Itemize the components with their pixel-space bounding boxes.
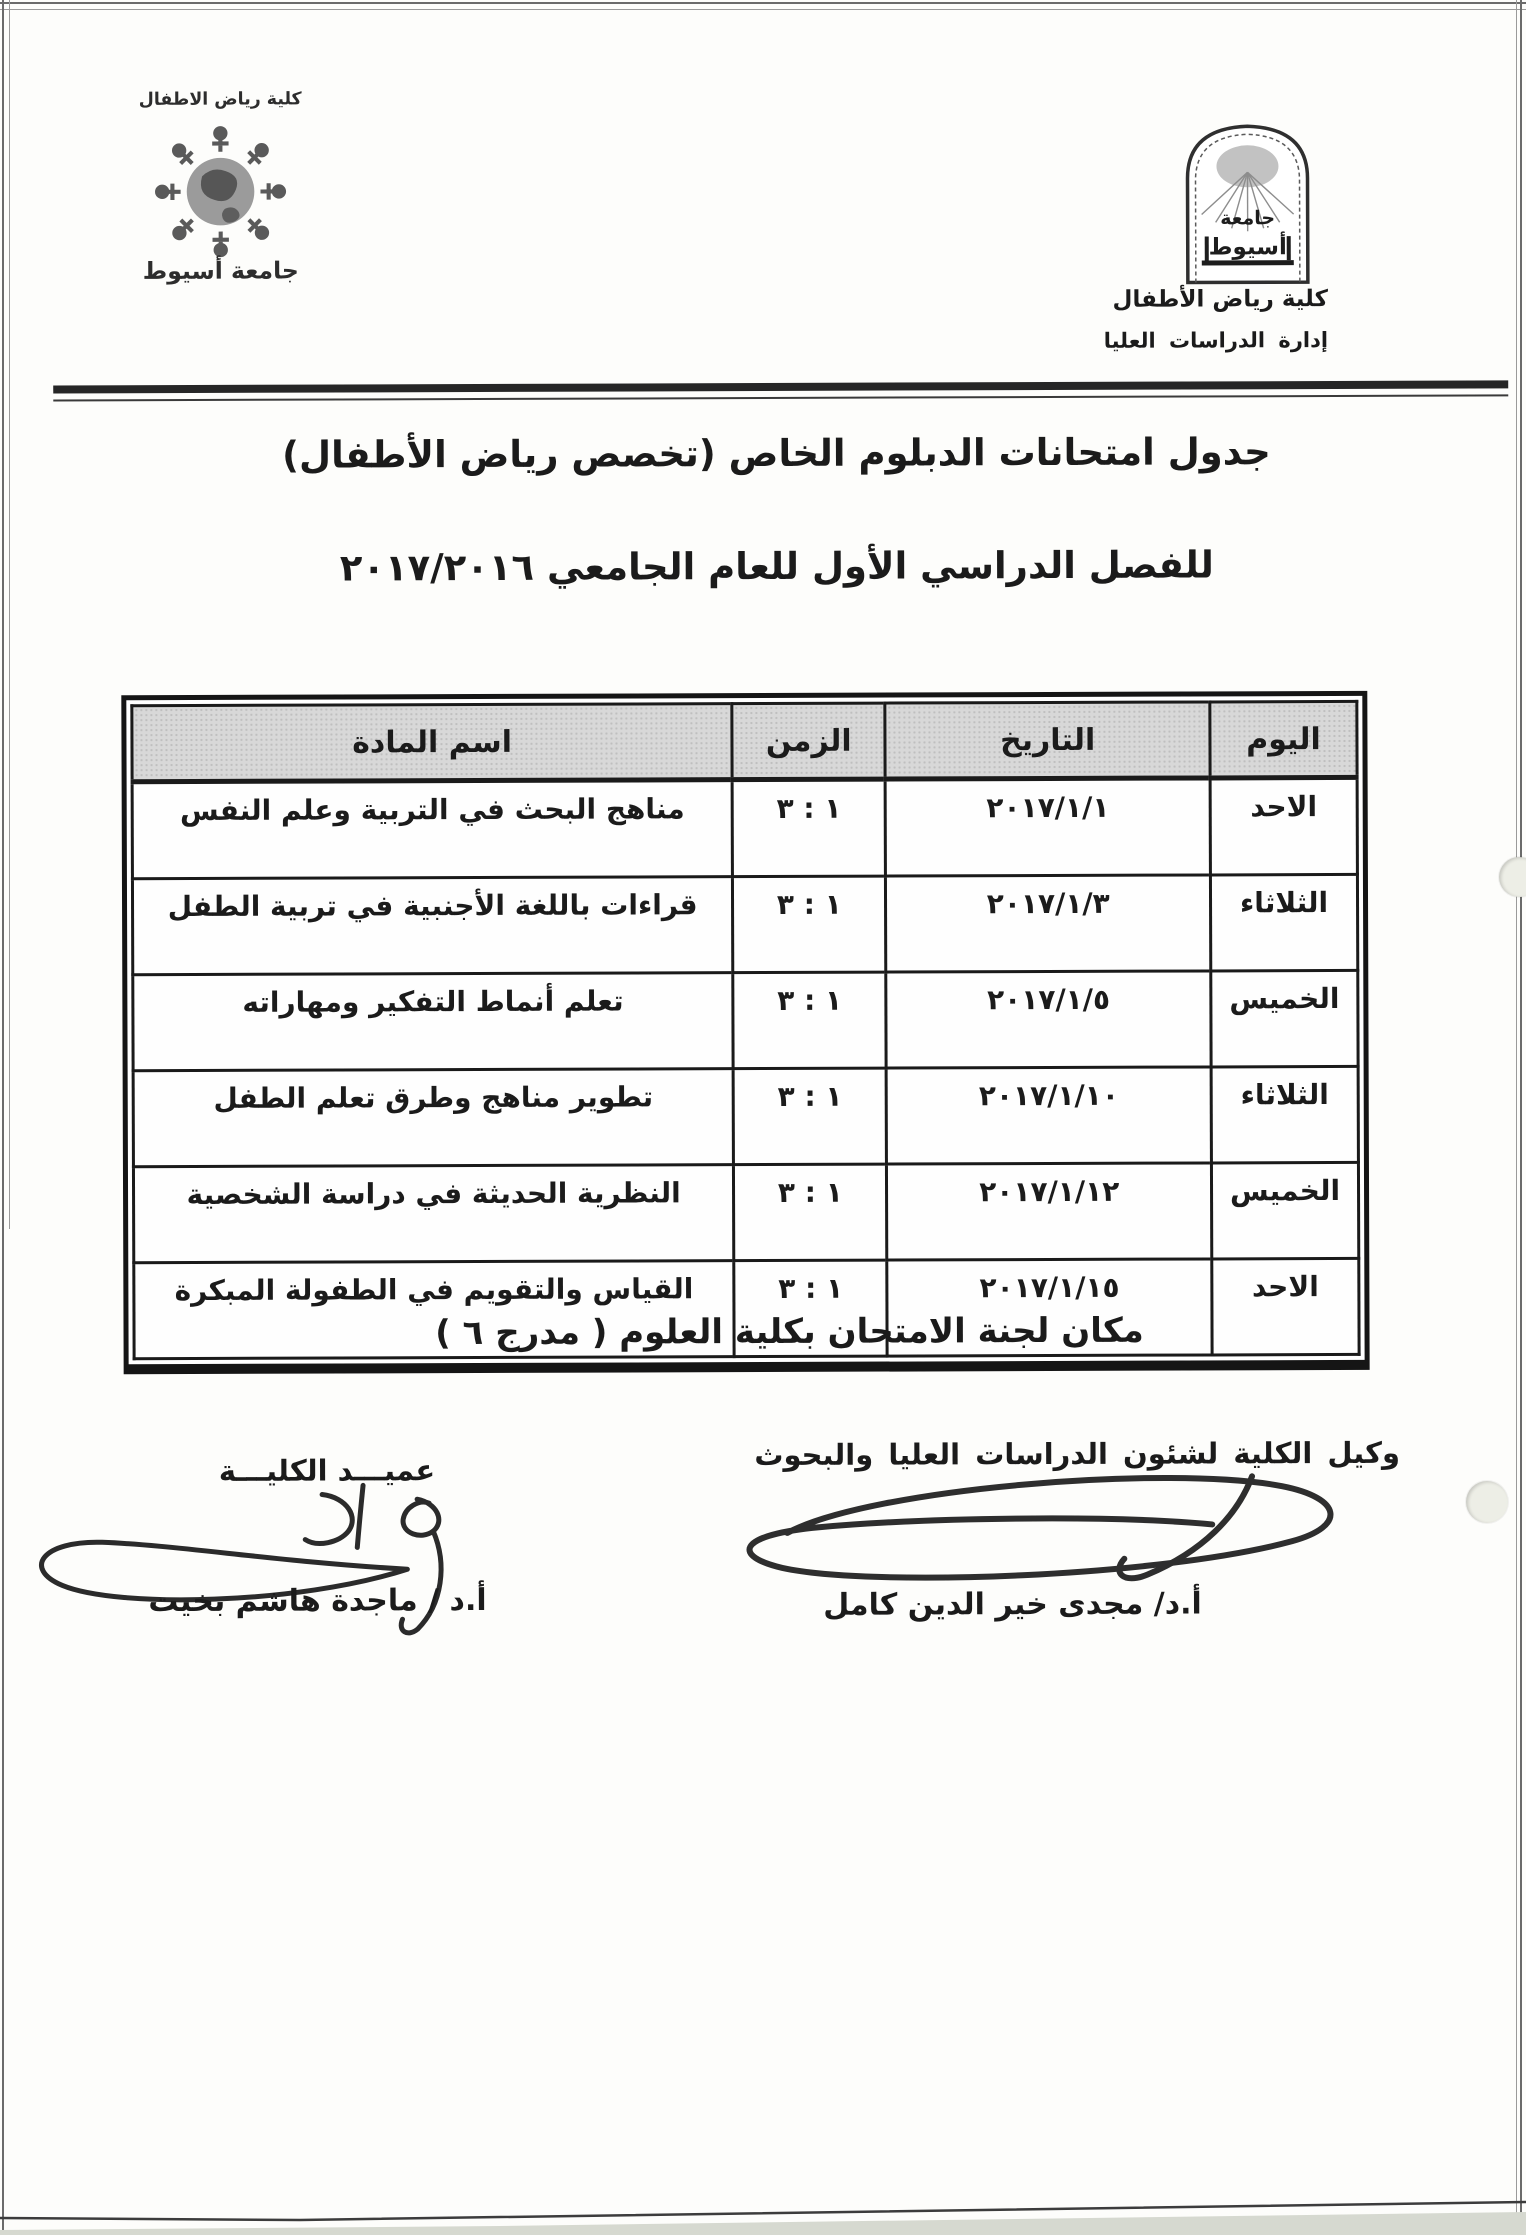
col-header-subject: اسم المادة — [132, 704, 733, 782]
table-row — [133, 970, 1358, 1070]
exam-table-frame — [121, 691, 1369, 1374]
col-header-time: الزمن — [732, 703, 885, 780]
table-header-row — [132, 701, 1357, 781]
subject-cell: تطوير مناهج وطرق تعلم الطفل — [133, 1069, 734, 1167]
time-cell: ١ : ٣ — [733, 876, 886, 973]
day-cell: الثلاثاء — [1210, 874, 1357, 971]
vice-dean-name: أ.د/ مجدى خير الدين كامل — [823, 1586, 1202, 1623]
globe-children-icon — [155, 126, 285, 256]
time-cell: ١ : ٣ — [732, 779, 885, 877]
document-title-line2: للفصل الدراسي الأول للعام الجامعي ٢٠١٧/٢٠١٦ — [339, 543, 1214, 590]
kindergarten-logo-bottom-text: جامعة أسيوط — [142, 256, 299, 285]
subject-cell: تعلم أنماط التفكير ومهاراته — [133, 973, 734, 1071]
scan-edge-top-2 — [0, 9, 1526, 10]
punch-hole-bottom — [1466, 1481, 1508, 1523]
assiut-university-emblem — [1177, 116, 1318, 286]
scan-edge-left-2 — [9, 0, 10, 1229]
date-cell: ٢٠١٧/١/٣ — [886, 875, 1211, 972]
emblem-word-1: جامعة — [1220, 207, 1276, 230]
scan-edge-left — [2, 0, 4, 2235]
header-divider-thick — [53, 380, 1508, 393]
department-name-line: إدارة الدراسات العليا — [1103, 328, 1329, 353]
subject-cell: مناهج البحث في التربية وعلم النفس — [132, 780, 733, 879]
header-divider-thin — [53, 394, 1508, 401]
subject-cell: النظرية الحديثة في دراسة الشخصية — [133, 1165, 734, 1263]
date-cell: ٢٠١٧/١/١٢ — [887, 1163, 1212, 1260]
date-cell: ٢٠١٧/١/١ — [885, 778, 1210, 876]
faculty-name-line: كلية رياض الأطفال — [1112, 286, 1328, 313]
table-row — [132, 874, 1357, 974]
table-row — [132, 777, 1357, 878]
table-row — [133, 1066, 1358, 1166]
time-cell: ١ : ٣ — [733, 972, 886, 1069]
time-cell: ١ : ٣ — [734, 1164, 887, 1261]
table-row — [133, 1162, 1358, 1262]
vice-dean-title: وكيل الكلية لشئون الدراسات العليا والبحوث — [754, 1435, 1401, 1473]
subject-cell: القياس والتقويم في الطفولة المبكرة — [134, 1261, 735, 1359]
date-cell: ٢٠١٧/١/٥ — [886, 971, 1211, 1068]
scan-edge-top — [0, 2, 1526, 4]
day-cell: الاحد — [1212, 1258, 1359, 1355]
col-header-date: التاريخ — [885, 702, 1210, 779]
day-cell: الاحد — [1210, 777, 1357, 875]
document-title-line1: جدول امتحانات الدبلوم الخاص (تخصص رياض الأطفال) — [282, 430, 1271, 477]
exam-location-note: مكان لجنة الامتحان بكلية العلوم ( مدرج ٦ ) — [435, 1310, 1144, 1354]
scan-edge-right-2 — [1516, 0, 1517, 2235]
day-cell: الخميس — [1211, 1162, 1358, 1259]
dean-name: أ.د / ماجدة هاشم بخيت — [148, 1582, 487, 1620]
time-cell: ١ : ٣ — [734, 1260, 887, 1357]
day-cell: الخميس — [1211, 970, 1358, 1067]
col-header-day: اليوم — [1210, 701, 1357, 778]
dean-title: عميـــد الكليـــة — [218, 1453, 436, 1488]
scan-edge-right — [1520, 0, 1522, 2235]
kindergarten-logo-top-text: كلية رياض الاطفال — [138, 89, 302, 110]
day-cell: الثلاثاء — [1211, 1066, 1358, 1163]
scan-edge-bottom — [0, 2190, 1526, 2235]
exam-schedule-table — [130, 700, 1360, 1360]
emblem-word-2: أسيوط — [1208, 234, 1287, 261]
date-cell: ٢٠١٧/١/١٠ — [886, 1067, 1211, 1164]
kindergarten-faculty-logo — [115, 74, 326, 290]
date-cell: ٢٠١٧/١/١٥ — [887, 1259, 1212, 1356]
time-cell: ١ : ٣ — [733, 1068, 886, 1165]
subject-cell: قراءات باللغة الأجنبية في تربية الطفل — [132, 877, 733, 975]
dean-signature — [17, 1469, 518, 1651]
